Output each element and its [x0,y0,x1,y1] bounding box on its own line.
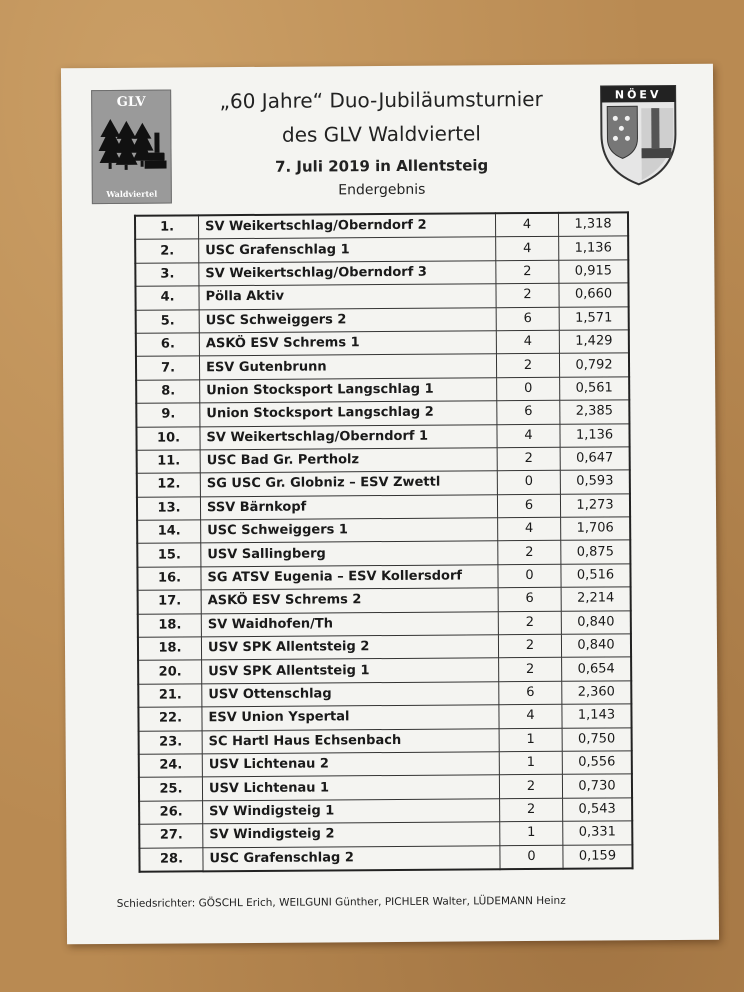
quotient-cell: 1,136 [559,236,629,260]
points-cell: 2 [496,283,559,307]
quotient-cell: 0,556 [562,751,632,775]
quotient-cell: 0,660 [559,283,629,307]
team-cell: Pölla Aktiv [199,284,496,309]
points-cell: 2 [500,798,563,822]
noev-crest-icon [597,82,680,187]
glv-logo [91,90,172,205]
rank-cell: 8. [136,380,200,404]
title-line-2: des GLV Waldviertel [281,121,481,147]
quotient-cell: 1,571 [559,306,629,330]
rank-cell: 18. [138,637,202,661]
points-cell: 2 [498,541,561,565]
table-row [138,610,631,637]
team-cell: USC Schweiggers 1 [201,518,498,543]
points-cell: 1 [500,821,563,845]
quotient-cell: 0,331 [563,821,633,845]
table-row [137,564,630,591]
points-cell: 2 [499,658,562,682]
team-cell: SG ATSV Eugenia – ESV Kollersdorf [201,565,498,590]
rank-cell: 14. [137,520,201,544]
rank-cell: 21. [138,684,202,708]
rank-cell: 20. [138,660,202,684]
table-row [135,212,628,239]
points-cell: 6 [496,307,559,331]
points-cell: 2 [496,354,559,378]
points-cell: 0 [498,564,561,588]
results-table [134,211,634,872]
points-cell: 1 [499,751,562,775]
table-row [136,353,629,380]
team-cell: SV Windigsteig 2 [203,822,500,847]
rank-cell: 13. [137,497,201,521]
points-cell: 0 [500,845,563,869]
table-row [139,727,632,754]
points-cell: 1 [499,728,562,752]
team-cell: USC Grafenschlag 2 [203,845,500,871]
team-cell: ESV Union Yspertal [202,705,499,730]
points-cell: 6 [497,400,560,424]
table-row [139,774,632,801]
points-cell: 6 [499,681,562,705]
points-cell: 4 [496,237,559,261]
table-row [138,704,631,731]
quotient-cell: 0,750 [562,727,632,751]
team-cell: USC Bad Gr. Pertholz [200,448,497,473]
team-cell: USC Schweiggers 2 [199,307,496,332]
team-cell: SC Hartl Haus Echsenbach [202,728,499,753]
table-row [137,447,630,474]
points-cell: 0 [497,377,560,401]
team-cell: SV Waidhofen/Th [201,611,498,636]
table-row [139,751,632,778]
rank-cell: 22. [138,707,202,731]
team-cell: SV Weikertschlag/Oberndorf 2 [198,213,495,239]
quotient-cell: 0,543 [563,798,633,822]
table-row [136,400,629,427]
table-row [138,587,631,614]
table-row [135,283,628,310]
rank-cell: 10. [136,426,200,450]
points-cell: 4 [499,705,562,729]
waldviertel-logo-text: Waldviertel [106,188,158,199]
event-date-location: 7. Juli 2019 in Allentsteig [274,156,489,176]
rank-cell: 12. [137,473,201,497]
points-cell: 2 [498,611,561,635]
team-cell: USV SPK Allentsteig 2 [201,635,498,660]
points-cell: 2 [496,260,559,284]
team-cell: SSV Bärnkopf [200,494,497,519]
table-row [139,821,632,848]
team-cell: USV Lichtenau 1 [202,775,499,800]
quotient-cell: 2,360 [562,681,632,705]
table-row [138,634,631,661]
quotient-cell: 1,273 [560,494,630,518]
quotient-cell: 0,840 [561,610,631,634]
quotient-cell: 0,840 [561,634,631,658]
rank-cell: 5. [136,309,200,333]
team-cell: ESV Gutenbrunn [199,354,496,379]
quotient-cell: 0,915 [559,260,629,284]
team-cell: USV Lichtenau 2 [202,752,499,777]
table-row [138,681,631,708]
rank-cell: 26. [139,801,203,825]
rank-cell: 11. [137,450,201,474]
quotient-cell: 0,730 [562,774,632,798]
points-cell: 6 [498,588,561,612]
quotient-cell: 0,593 [560,470,630,494]
rank-cell: 18. [138,613,202,637]
rank-cell: 9. [136,403,200,427]
rank-cell: 23. [139,730,203,754]
quotient-cell: 1,143 [562,704,632,728]
rank-cell: 7. [136,356,200,380]
rank-cell: 1. [135,215,199,239]
quotient-cell: 2,214 [561,587,631,611]
referees-line: Schiedsrichter: GÖSCHL Erich, WEILGUNI Günther, PICHLER Walter, LÜDEMANN Heinz [116,894,566,910]
team-cell: USV SPK Allentsteig 1 [202,658,499,683]
points-cell: 2 [497,447,560,471]
rank-cell: 24. [139,754,203,778]
rank-cell: 16. [137,567,201,591]
points-cell: 4 [496,330,559,354]
team-cell: SV Weikertschlag/Oberndorf 1 [200,424,497,449]
table-row [137,494,630,521]
table-row [137,517,630,544]
quotient-cell: 0,159 [563,844,633,868]
rank-cell: 3. [135,263,199,287]
rank-cell: 6. [136,333,200,357]
table-row [137,540,630,567]
rank-cell: 15. [137,543,201,567]
team-cell: Union Stocksport Langschlag 2 [200,401,497,426]
table-row [138,657,631,684]
rank-cell: 28. [139,847,203,871]
team-cell: SG USC Gr. Globniz – ESV Zwettl [200,471,497,496]
quotient-cell: 1,136 [560,423,630,447]
points-cell: 4 [497,424,560,448]
rank-cell: 25. [139,777,203,801]
quotient-cell: 0,647 [560,447,630,471]
table-row [137,470,630,497]
team-cell: Union Stocksport Langschlag 1 [200,377,497,402]
points-cell: 2 [499,775,562,799]
quotient-cell: 2,385 [560,400,630,424]
quotient-cell: 1,318 [558,212,628,236]
table-row [136,330,629,357]
team-cell: ASKÖ ESV Schrems 1 [199,331,496,356]
table-row [136,377,629,404]
rank-cell: 2. [135,239,199,263]
points-cell: 4 [498,517,561,541]
quotient-cell: 1,429 [559,330,629,354]
table-row [139,844,632,871]
quotient-cell: 1,706 [561,517,631,541]
points-cell: 0 [497,471,560,495]
trees-icon [96,117,166,173]
quotient-cell: 0,875 [561,540,631,564]
points-cell: 2 [498,634,561,658]
team-cell: USV Ottenschlag [202,682,499,707]
team-cell: USC Grafenschlag 1 [199,237,496,262]
quotient-cell: 0,792 [559,353,629,377]
title-line-1: „60 Jahre“ Duo-Jubiläumsturnier [219,86,543,114]
table-row [135,236,628,263]
table-row [139,798,632,825]
points-cell: 6 [497,494,560,518]
quotient-cell: 0,561 [560,377,630,401]
quotient-cell: 0,654 [562,657,632,681]
rank-cell: 27. [139,824,203,848]
rank-cell: 17. [138,590,202,614]
noev-crest-text: NÖEV [614,88,662,102]
team-cell: USV Sallingberg [201,541,498,566]
glv-logo-text: GLV [116,94,146,110]
table-row [135,260,628,287]
team-cell: SV Weikertschlag/Oberndorf 3 [199,261,496,286]
results-sheet [61,64,719,945]
points-cell: 4 [495,213,558,237]
table-row [136,306,629,333]
results-subtitle: Endergebnis [338,181,426,199]
team-cell: ASKÖ ESV Schrems 2 [201,588,498,613]
table-row [136,423,629,450]
team-cell: SV Windigsteig 1 [203,799,500,824]
rank-cell: 4. [135,286,199,310]
quotient-cell: 0,516 [561,564,631,588]
